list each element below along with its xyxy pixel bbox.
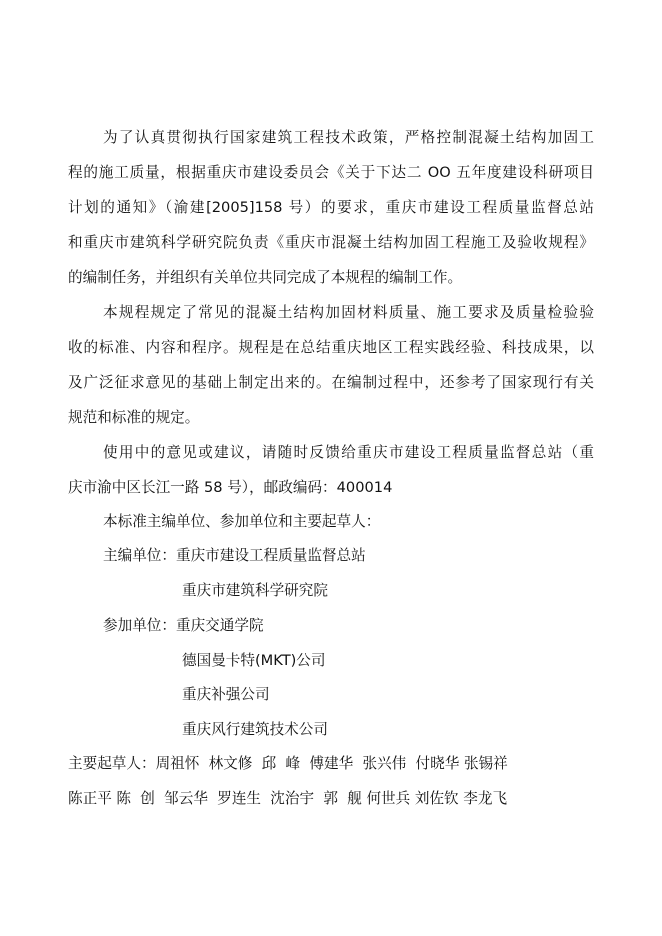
para1-line-4: 和重庆市建筑科学研究院负责《重庆市混凝土结构加固工程施工及验收规程》	[68, 234, 594, 251]
participants-line-1: 参加单位：重庆交通学院	[103, 617, 264, 634]
para3-line-2: 庆市渝中区长江一路 58 号），邮政编码：400014	[68, 479, 393, 496]
para2-line-3: 及广泛征求意见的基础上制定出来的。在编制过程中，还参考了国家现行有关	[68, 374, 594, 391]
para1-line-1: 为了认真贯彻执行国家建筑工程技术政策，严格控制混凝土结构加固工	[103, 129, 594, 146]
para2-line-2: 收的标准、内容和程序。规程是在总结重庆地区工程实践经验、科技成果，以	[68, 339, 594, 356]
units-intro: 本标准主编单位、参加单位和主要起草人：	[103, 513, 381, 530]
participant-unit: 重庆风行建筑技术公司	[182, 721, 328, 738]
para1-line-3: 计划的通知》（渝建[2005]158 号）的要求，重庆市建设工程质量监督总站	[68, 199, 594, 216]
para1-line-2: 程的施工质量，根据重庆市建设委员会《关于下达二 OO 五年度建设科研项目	[68, 164, 594, 181]
para1-line-5: 的编制任务，并组织有关单位共同完成了本规程的编制工作。	[68, 269, 463, 286]
participant-unit: 德国曼卡特(MKT)公司	[182, 652, 326, 669]
para3-line-1: 使用中的意见或建议，请随时反馈给重庆市建设工程质量监督总站（重	[103, 444, 594, 461]
drafters-line-1: 主要起草人：周祖怀 林文修 邱 峰 傅建华 张兴伟 付晓华 张锡祥	[68, 755, 508, 772]
participant-unit: 重庆补强公司	[182, 686, 270, 703]
chief-units-line-2: 重庆市建筑科学研究院	[182, 582, 328, 599]
chief-units-line-1: 主编单位：重庆市建设工程质量监督总站	[103, 547, 366, 564]
drafters-line-2: 陈正平 陈 创 邹云华 罗连生 沈治宇 郭 舰 何世兵 刘佐钦 李龙飞	[68, 790, 508, 807]
para2-line-1: 本规程规定了常见的混凝土结构加固材料质量、施工要求及质量检验验	[103, 304, 594, 321]
para2-line-4: 规范和标准的规定。	[68, 409, 200, 426]
